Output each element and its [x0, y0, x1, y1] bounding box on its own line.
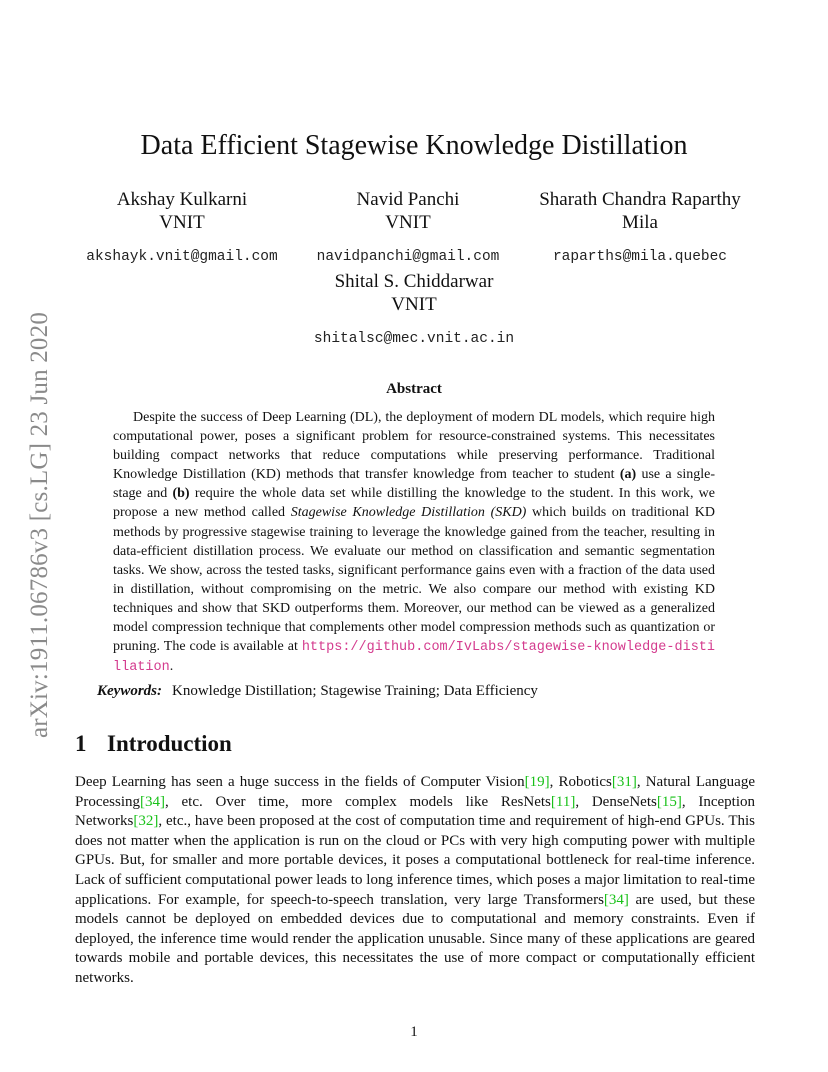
page-number: 1	[410, 1024, 418, 1040]
abstract-text: which builds on traditional KD methods by progressive stagewise training to leverage the knowledge gained from the teacher, resulting in data-efficient distillation process. We evaluate our method on classification and semantic segmentation tasks. We show, across the tested tasks, significant performance gains even with a fraction of the data used in distillation, without compromising on the metric. We also compare our method with existing KD techniques and show that SKD outperforms them. Moreover, our method can be viewed as a generalized model compression technique that complements other model compression methods such as quantization or pruning. The code is available at	[113, 505, 716, 655]
citation-link[interactable]: [11]	[550, 793, 576, 810]
arxiv-stamp: arXiv:1911.06786v3 [cs.LG] 23 Jun 2020	[26, 311, 53, 739]
author-affiliation: Mila	[622, 212, 658, 233]
author-name: Shital S. Chiddarwar	[334, 271, 494, 292]
intro-text: , etc. Over time, more complex models like ResNets	[165, 793, 551, 810]
author-email: shitalsc@mec.vnit.ac.in	[313, 331, 515, 347]
abstract-heading: Abstract	[386, 381, 442, 397]
keywords	[97, 683, 538, 700]
author-block	[520, 188, 760, 269]
intro-text: , Robotics	[549, 774, 612, 790]
abstract-text: use a single-stage and	[113, 467, 715, 502]
author-name: Akshay Kulkarni	[116, 189, 248, 210]
citation-link[interactable]: [34]	[140, 793, 165, 810]
author-block	[82, 188, 282, 269]
keywords-label: Keywords:	[97, 683, 162, 699]
citation-link[interactable]: [32]	[133, 813, 159, 830]
author-email: raparths@mila.quebec	[552, 249, 728, 265]
citation-link[interactable]: [31]	[611, 774, 637, 790]
author-affiliation: VNIT	[391, 294, 437, 315]
intro-text: Deep Learning has seen a huge success in the fields of Computer Vision	[75, 774, 525, 790]
author-block	[308, 188, 508, 269]
section-title: Introduction	[107, 731, 232, 756]
section-heading	[75, 731, 232, 757]
author-name: Sharath Chandra Raparthy	[539, 189, 741, 210]
citation-link[interactable]: [19]	[524, 774, 550, 790]
code-repo-link[interactable]: https://github.com/IvLabs/stagewise-knowledge-distillation	[113, 640, 715, 676]
keywords-text: Knowledge Distillation; Stagewise Training; Data Efficiency	[172, 683, 538, 699]
abstract-text: .	[169, 659, 174, 675]
intro-text: are used, but these models cannot be deployed on embedded devices due to computational and memory constraints. Even if deployed, the inference time would render the application unusable. Since many of these applications are geared towards mobile and portable devices, this necessitates the use of more compact or computationally efficient networks.	[75, 891, 756, 986]
author-email: navidpanchi@gmail.com	[316, 249, 500, 265]
citation-link[interactable]: [15]	[656, 793, 682, 810]
arxiv-stamp-container	[22, 290, 58, 760]
abstract-bold-a: (a)	[619, 467, 637, 483]
author-affiliation: VNIT	[159, 212, 205, 233]
abstract-bold-b: (b)	[172, 486, 190, 502]
abstract-text: require the whole data set while distilling the knowledge to the student. In this work, we propose a new method called	[113, 486, 715, 521]
abstract-text: Despite the success of Deep Learning (DL), the deployment of modern DL models, which require high computational power, poses a significant problem for resource-constrained systems. This necessitates building compact networks that reduce computations while preserving performance. Traditional Knowledge Distillation (KD) methods that transfer knowledge from teacher to student	[113, 410, 715, 483]
intro-text: , DenseNets	[575, 793, 657, 810]
intro-text: , Natural Language Processing	[75, 774, 755, 810]
intro-text: , Inception Networks	[75, 793, 755, 830]
intro-paragraph	[75, 773, 755, 989]
citation-link[interactable]: [34]	[603, 891, 629, 908]
intro-text: , etc., have been proposed at the cost of computation time and requirement of high-end GPUs. This does not matter when the application is run on the cloud or PCs with very high computing power with multiple GPUs. But, for smaller and more portable devices, it poses a computational bottleneck for real-time inference. Lack of sufficient computational power leads to long inference times, which poses a major limitation to real-time applications. For example, for speech-to-speech translation, very large Transformers	[75, 813, 755, 908]
author-email: akshayk.vnit@gmail.com	[86, 249, 278, 265]
method-name: Stagewise Knowledge Distillation (SKD)	[290, 505, 527, 521]
paper-title: Data Efficient Stagewise Knowledge Distillation	[140, 130, 688, 161]
author-name: Navid Panchi	[356, 189, 460, 210]
author-block	[294, 270, 534, 351]
section-number: 1	[75, 731, 87, 756]
author-affiliation: VNIT	[385, 212, 431, 233]
abstract-body	[113, 408, 715, 677]
